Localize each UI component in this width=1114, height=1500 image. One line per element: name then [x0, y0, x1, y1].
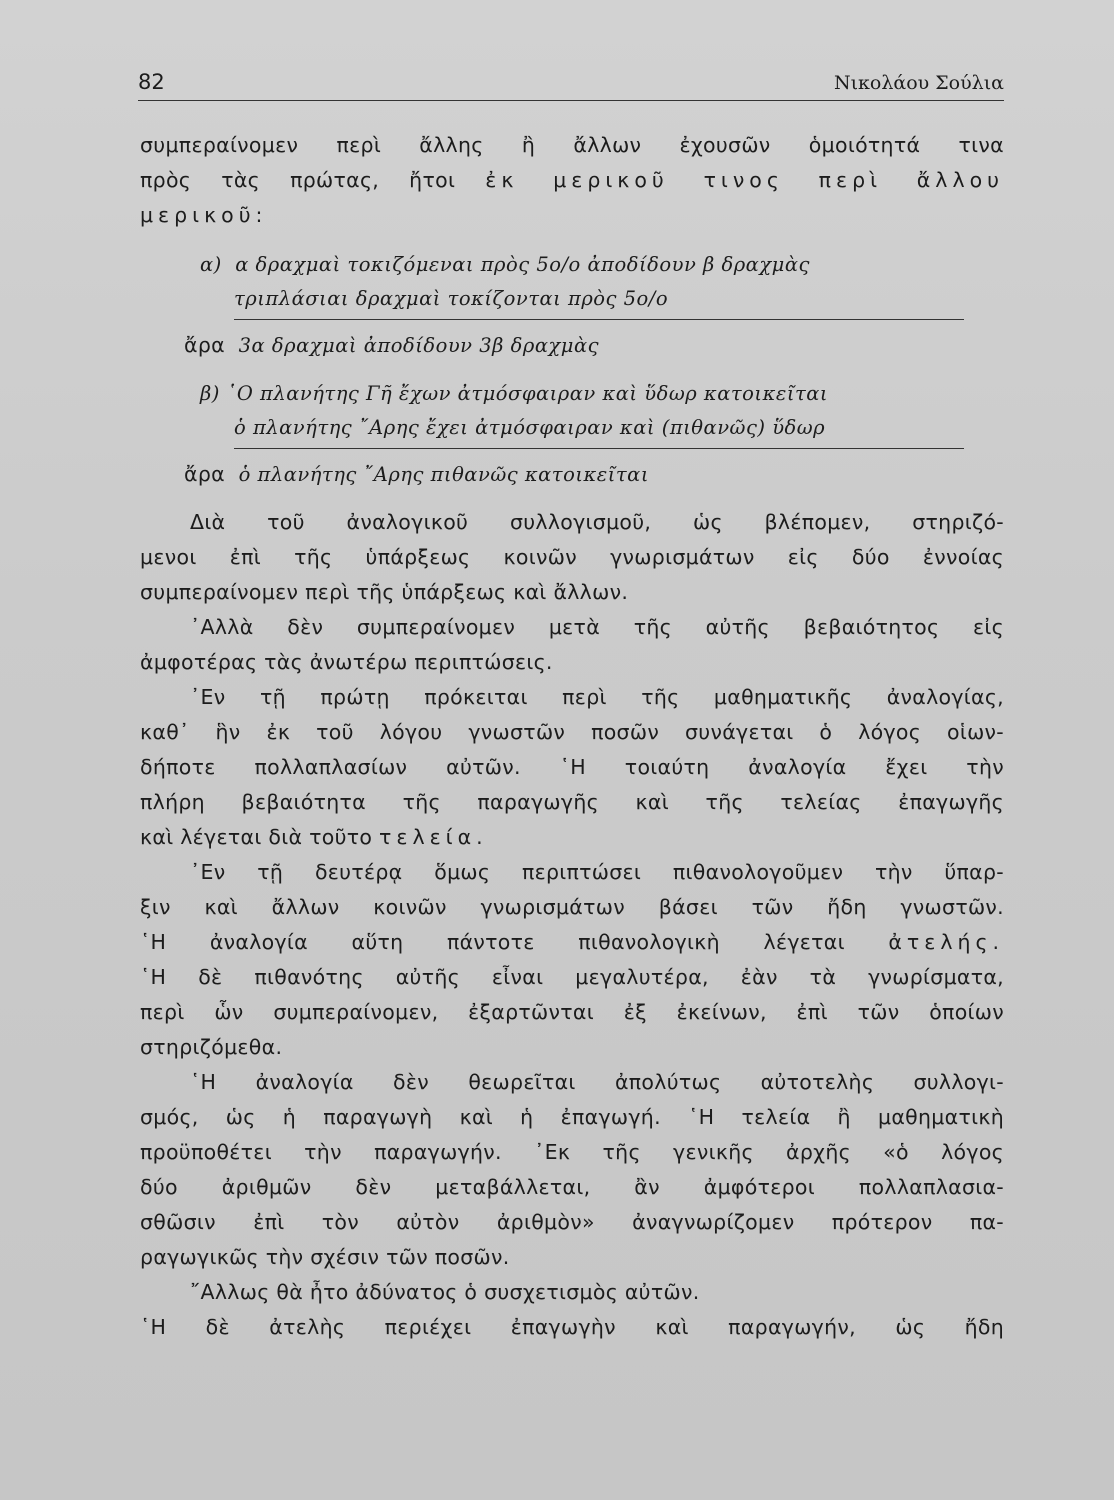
paragraph-line: μενοι ἐπὶ τῆς ὑπάρξεως κοινῶν γνωρισμάτων εἰς δύο ἐννοίας	[140, 545, 1004, 569]
example-b-label: β)	[200, 382, 220, 405]
spaced-text: μερικοῦ:	[140, 203, 268, 227]
paragraph-line: σμός, ὡς ἡ παραγωγὴ καὶ ἡ ἐπαγωγή. ῾Η τελεία ἢ μαθηματικὴ	[140, 1105, 1004, 1129]
paragraph-line: καθ᾿ ἣν ἐκ τοῦ λόγου γνωστῶν ποσῶν συνάγεται ὁ λόγος οἱων-	[140, 720, 1004, 744]
intro-line: συμπεραίνομεν περὶ ἄλλης ἢ ἄλλων ἐχουσῶν ὁμοιότητά τινα	[140, 133, 1004, 157]
spaced-text: τελεία.	[379, 825, 488, 849]
therefore-word: ἄρα	[184, 333, 225, 357]
page-number: 82	[138, 70, 165, 94]
paragraph-line: ῾Η δὲ πιθανότης αὐτῆς εἶναι μεγαλυτέρα, ἐὰν τὰ γνωρίσματα,	[140, 965, 1004, 989]
paragraph-line: ῎Αλλως θὰ ἦτο ἀδύνατος ὁ συσχετισμὸς αὐτῶν.	[190, 1280, 700, 1304]
example-a-premise-2: τριπλάσιαι δραχμαὶ τοκίζονται πρὸς 5ο/ο	[234, 287, 669, 310]
paragraph-line: ῾Η δὲ ἀτελὴς περιέχει ἐπαγωγὴν καὶ παραγωγήν, ὡς ἤδη	[140, 1315, 1004, 1339]
paragraph-line: ῾Η ἀναλογία δὲν θεωρεῖται ἀπολύτως αὐτοτελὴς συλλογι-	[190, 1070, 1004, 1094]
paragraph-line: σθῶσιν ἐπὶ τὸν αὐτὸν ἀριθμὸν» ἀναγνωρίζομεν πρότερον πα-	[140, 1210, 1004, 1234]
page-body	[140, 128, 1004, 1345]
paragraph-line: καὶ λέγεται διὰ τοῦτο τελεία.	[140, 825, 488, 849]
paragraph-line: ξιν καὶ ἄλλων κοινῶν γνωρισμάτων βάσει τῶν ἤδη γνωστῶν.	[140, 895, 1004, 919]
syllogism-rule	[234, 448, 964, 449]
spaced-text: ἀτελής.	[888, 930, 1004, 954]
example-b-premise-2: ὁ πλανήτης ῎Αρης ἔχει ἀτμόσφαιραν καὶ (πιθανῶς) ὕδωρ	[234, 416, 826, 439]
therefore-word: ἄρα	[184, 462, 225, 486]
paragraph-line: ᾿Εν τῇ δευτέρᾳ ὅμως περιπτώσει πιθανολογοῦμεν τὴν ὕπαρ-	[190, 860, 1004, 884]
example-a-conclusion: ἄρα 3α δραχμαὶ ἀποδίδουν 3β δραχμὰς	[184, 333, 600, 357]
paragraph-line: ᾿Αλλὰ δὲν συμπεραίνομεν μετὰ τῆς αὐτῆς βεβαιότητος εἰς	[190, 615, 1004, 639]
intro-line: πρὸς τὰς πρώτας, ἤτοι ἐκ μερικοῦ τινος περὶ ἄλλου	[140, 168, 1004, 192]
running-head: Νικολάου Σούλια	[833, 72, 1004, 94]
paragraph-line: ἀμφοτέρας τὰς ἀνωτέρω περιπτώσεις.	[140, 650, 553, 674]
example-a-premise-1: α) α δραχμαὶ τοκιζόμεναι πρὸς 5ο/ο ἀποδίδουν β δραχμὰς	[200, 253, 810, 276]
example-b-conclusion: ἄρα ὁ πλανήτης ῎Αρης πιθανῶς κατοικεῖται	[184, 462, 649, 486]
intro-line	[140, 198, 1004, 233]
paragraph-line: πλήρη βεβαιότητα τῆς παραγωγῆς καὶ τῆς τελείας ἐπαγωγῆς	[140, 790, 1004, 814]
spaced-text: ἐκ μερικοῦ τινος περὶ ἄλλου	[485, 168, 1004, 192]
paragraph-line: στηριζόμεθα.	[140, 1035, 283, 1059]
paragraph-line: προϋποθέτει τὴν παραγωγήν. ᾿Εκ τῆς γενικῆς ἀρχῆς «ὁ λόγος	[140, 1140, 1004, 1164]
paragraph-line: δύο ἀριθμῶν δὲν μεταβάλλεται, ἂν ἀμφότεροι πολλαπλασια-	[140, 1175, 1004, 1199]
example-b-premise-1: β) ῾Ο πλανήτης Γῆ ἔχων ἀτμόσφαιραν καὶ ὕδωρ κατοικεῖται	[200, 382, 829, 405]
paragraph-line: συμπεραίνομεν περὶ τῆς ὑπάρξεως καὶ ἄλλων.	[140, 580, 629, 604]
paragraph-line: Διὰ τοῦ ἀναλογικοῦ συλλογισμοῦ, ὡς βλέπομεν, στηριζό-	[190, 510, 1004, 534]
example-a-label: α)	[200, 253, 222, 276]
paragraph-line: δήποτε πολλαπλασίων αὐτῶν. ῾Η τοιαύτη ἀναλογία ἔχει τὴν	[140, 755, 1004, 779]
paragraph-line: περὶ ὧν συμπεραίνομεν, ἐξαρτῶνται ἐξ ἐκείνων, ἐπὶ τῶν ὁποίων	[140, 1000, 1004, 1024]
paragraph-line: ῾Η ἀναλογία αὕτη πάντοτε πιθανολογικὴ λέγεται ἀτελής.	[140, 930, 1004, 954]
paragraph-line: ραγωγικῶς τὴν σχέσιν τῶν ποσῶν.	[140, 1245, 510, 1269]
page-header	[138, 66, 1004, 101]
syllogism-rule	[234, 319, 964, 320]
paragraph-line: ᾿Εν τῇ πρώτῃ πρόκειται περὶ τῆς μαθηματικῆς ἀναλογίας,	[190, 685, 1004, 709]
